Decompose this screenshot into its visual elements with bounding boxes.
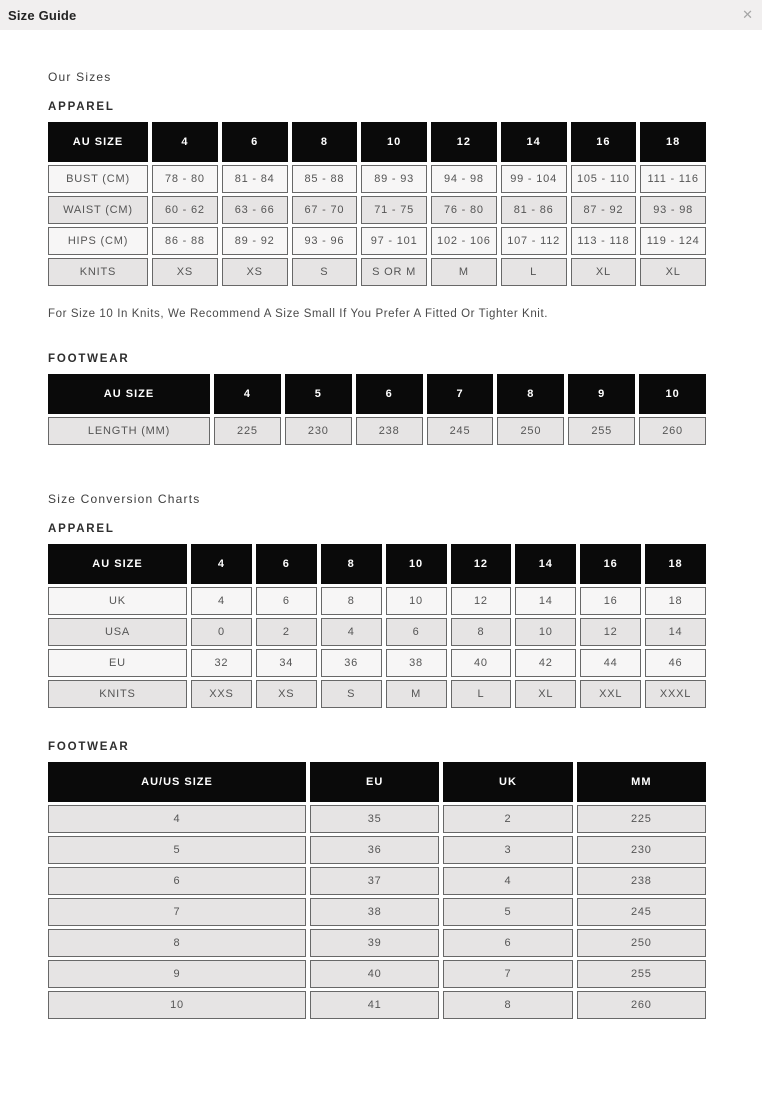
table-row <box>48 991 706 1019</box>
table-row <box>48 836 706 864</box>
body-cell: 105 - 110 <box>571 165 637 193</box>
body-cell: 2 <box>256 618 317 646</box>
body-cell: 225 <box>577 805 706 833</box>
body-cell: 87 - 92 <box>571 196 637 224</box>
body-cell: 34 <box>256 649 317 677</box>
body-cell: XS <box>222 258 288 286</box>
body-cell: 89 - 92 <box>222 227 288 255</box>
table-row <box>48 258 706 286</box>
footwear-heading-conversion: FOOTWEAR <box>48 741 130 753</box>
body-cell: XXS <box>191 680 252 708</box>
body-cell: 99 - 104 <box>501 165 567 193</box>
body-cell: 8 <box>443 991 572 1019</box>
body-cell: 35 <box>310 805 439 833</box>
body-cell: 225 <box>214 417 281 445</box>
body-cell: 238 <box>577 867 706 895</box>
table-row <box>48 929 706 957</box>
body-cell: 6 <box>256 587 317 615</box>
body-cell: 14 <box>645 618 706 646</box>
table-row <box>48 960 706 988</box>
body-cell: 245 <box>427 417 494 445</box>
body-cell: 8 <box>451 618 512 646</box>
body-cell: 94 - 98 <box>431 165 497 193</box>
body-cell: 245 <box>577 898 706 926</box>
body-cell: 4 <box>443 867 572 895</box>
table-row <box>48 805 706 833</box>
modal-title: Size Guide <box>8 7 77 23</box>
header-cell: 16 <box>571 122 637 162</box>
conversion-footwear-table <box>48 762 706 1019</box>
header-cell: 6 <box>256 544 317 584</box>
body-cell: WAIST (CM) <box>48 196 148 224</box>
body-cell: 230 <box>285 417 352 445</box>
body-cell: 6 <box>48 867 306 895</box>
body-cell: XL <box>515 680 576 708</box>
body-cell: 7 <box>443 960 572 988</box>
header-cell: 9 <box>568 374 635 414</box>
body-cell: 5 <box>443 898 572 926</box>
table-row <box>48 618 706 646</box>
close-icon[interactable]: ✕ <box>742 7 753 22</box>
body-cell: 4 <box>191 587 252 615</box>
body-cell: 4 <box>321 618 382 646</box>
header-cell: 18 <box>645 544 706 584</box>
header-cell: 8 <box>292 122 358 162</box>
body-cell: 36 <box>310 836 439 864</box>
body-cell: M <box>431 258 497 286</box>
body-cell: 81 - 86 <box>501 196 567 224</box>
body-cell: 107 - 112 <box>501 227 567 255</box>
body-cell: 40 <box>310 960 439 988</box>
conversion-apparel-table <box>48 544 706 708</box>
body-cell: 93 - 96 <box>292 227 358 255</box>
header-cell: 16 <box>580 544 641 584</box>
body-cell: 16 <box>580 587 641 615</box>
body-cell: 86 - 88 <box>152 227 218 255</box>
header-cell: 18 <box>640 122 706 162</box>
body-cell: 38 <box>310 898 439 926</box>
body-cell: 36 <box>321 649 382 677</box>
body-cell: KNITS <box>48 680 187 708</box>
header-cell: 7 <box>427 374 494 414</box>
body-cell: 119 - 124 <box>640 227 706 255</box>
table-row <box>48 587 706 615</box>
table-row <box>48 417 706 445</box>
body-cell: 255 <box>568 417 635 445</box>
body-cell: 6 <box>386 618 447 646</box>
body-cell: 85 - 88 <box>292 165 358 193</box>
body-cell: S <box>292 258 358 286</box>
body-cell: 113 - 118 <box>571 227 637 255</box>
body-cell: XXL <box>580 680 641 708</box>
body-cell: 2 <box>443 805 572 833</box>
header-cell: AU SIZE <box>48 122 148 162</box>
body-cell: BUST (CM) <box>48 165 148 193</box>
table-row <box>48 227 706 255</box>
body-cell: 38 <box>386 649 447 677</box>
body-cell: 8 <box>48 929 306 957</box>
body-cell: 3 <box>443 836 572 864</box>
body-cell: 60 - 62 <box>152 196 218 224</box>
body-cell: 5 <box>48 836 306 864</box>
body-cell: 6 <box>443 929 572 957</box>
table-row <box>48 196 706 224</box>
body-cell: XL <box>640 258 706 286</box>
body-cell: 97 - 101 <box>361 227 427 255</box>
header-cell: 14 <box>501 122 567 162</box>
header-cell: 12 <box>431 122 497 162</box>
body-cell: 260 <box>639 417 706 445</box>
our-sizes-apparel-table <box>48 122 706 286</box>
table-header-row <box>48 762 706 802</box>
body-cell: 255 <box>577 960 706 988</box>
header-cell: 8 <box>497 374 564 414</box>
header-cell: AU/US SIZE <box>48 762 306 802</box>
body-cell: KNITS <box>48 258 148 286</box>
header-cell: MM <box>577 762 706 802</box>
body-cell: 111 - 116 <box>640 165 706 193</box>
body-cell: 89 - 93 <box>361 165 427 193</box>
body-cell: 76 - 80 <box>431 196 497 224</box>
body-cell: L <box>451 680 512 708</box>
our-sizes-heading: Our Sizes <box>48 70 112 84</box>
body-cell: 10 <box>48 991 306 1019</box>
size-guide-content <box>0 70 762 1019</box>
body-cell: XS <box>152 258 218 286</box>
body-cell: USA <box>48 618 187 646</box>
apparel-heading-conversion: APPAREL <box>48 523 115 535</box>
body-cell: 39 <box>310 929 439 957</box>
body-cell: 0 <box>191 618 252 646</box>
body-cell: 46 <box>645 649 706 677</box>
body-cell: 10 <box>386 587 447 615</box>
header-cell: 4 <box>191 544 252 584</box>
body-cell: L <box>501 258 567 286</box>
body-cell: 41 <box>310 991 439 1019</box>
body-cell: 93 - 98 <box>640 196 706 224</box>
table-row <box>48 898 706 926</box>
body-cell: 9 <box>48 960 306 988</box>
table-header-row <box>48 374 706 414</box>
header-cell: AU SIZE <box>48 544 187 584</box>
modal-header-bar <box>0 0 762 30</box>
body-cell: 12 <box>580 618 641 646</box>
header-cell: 8 <box>321 544 382 584</box>
body-cell: 250 <box>577 929 706 957</box>
table-row <box>48 165 706 193</box>
header-cell: 5 <box>285 374 352 414</box>
body-cell: 7 <box>48 898 306 926</box>
body-cell: 67 - 70 <box>292 196 358 224</box>
header-cell: 4 <box>152 122 218 162</box>
body-cell: 238 <box>356 417 423 445</box>
body-cell: XL <box>571 258 637 286</box>
body-cell: 18 <box>645 587 706 615</box>
body-cell: 14 <box>515 587 576 615</box>
body-cell: 42 <box>515 649 576 677</box>
body-cell: XS <box>256 680 317 708</box>
body-cell: 8 <box>321 587 382 615</box>
header-cell: 10 <box>639 374 706 414</box>
body-cell: UK <box>48 587 187 615</box>
body-cell: 81 - 84 <box>222 165 288 193</box>
body-cell: 40 <box>451 649 512 677</box>
body-cell: S OR M <box>361 258 427 286</box>
body-cell: 102 - 106 <box>431 227 497 255</box>
body-cell: 32 <box>191 649 252 677</box>
table-header-row <box>48 544 706 584</box>
body-cell: LENGTH (MM) <box>48 417 210 445</box>
footwear-heading-our-sizes: FOOTWEAR <box>48 353 130 365</box>
knits-note: For Size 10 In Knits, We Recommend A Size Small If You Prefer A Fitted Or Tighter Knit. <box>48 308 549 320</box>
table-row <box>48 680 706 708</box>
body-cell: 10 <box>515 618 576 646</box>
body-cell: 260 <box>577 991 706 1019</box>
body-cell: 44 <box>580 649 641 677</box>
header-cell: EU <box>310 762 439 802</box>
header-cell: AU SIZE <box>48 374 210 414</box>
header-cell: 12 <box>451 544 512 584</box>
table-row <box>48 649 706 677</box>
size-conversion-heading: Size Conversion Charts <box>48 492 201 506</box>
header-cell: 6 <box>356 374 423 414</box>
body-cell: 250 <box>497 417 564 445</box>
apparel-heading-our-sizes: APPAREL <box>48 101 115 113</box>
header-cell: UK <box>443 762 572 802</box>
body-cell: EU <box>48 649 187 677</box>
body-cell: 4 <box>48 805 306 833</box>
table-row <box>48 867 706 895</box>
header-cell: 6 <box>222 122 288 162</box>
table-header-row <box>48 122 706 162</box>
body-cell: M <box>386 680 447 708</box>
body-cell: 78 - 80 <box>152 165 218 193</box>
header-cell: 10 <box>361 122 427 162</box>
header-cell: 10 <box>386 544 447 584</box>
body-cell: 12 <box>451 587 512 615</box>
body-cell: 37 <box>310 867 439 895</box>
our-sizes-footwear-table <box>48 374 706 445</box>
header-cell: 14 <box>515 544 576 584</box>
body-cell: S <box>321 680 382 708</box>
body-cell: 230 <box>577 836 706 864</box>
body-cell: HIPS (CM) <box>48 227 148 255</box>
body-cell: XXXL <box>645 680 706 708</box>
body-cell: 63 - 66 <box>222 196 288 224</box>
header-cell: 4 <box>214 374 281 414</box>
body-cell: 71 - 75 <box>361 196 427 224</box>
